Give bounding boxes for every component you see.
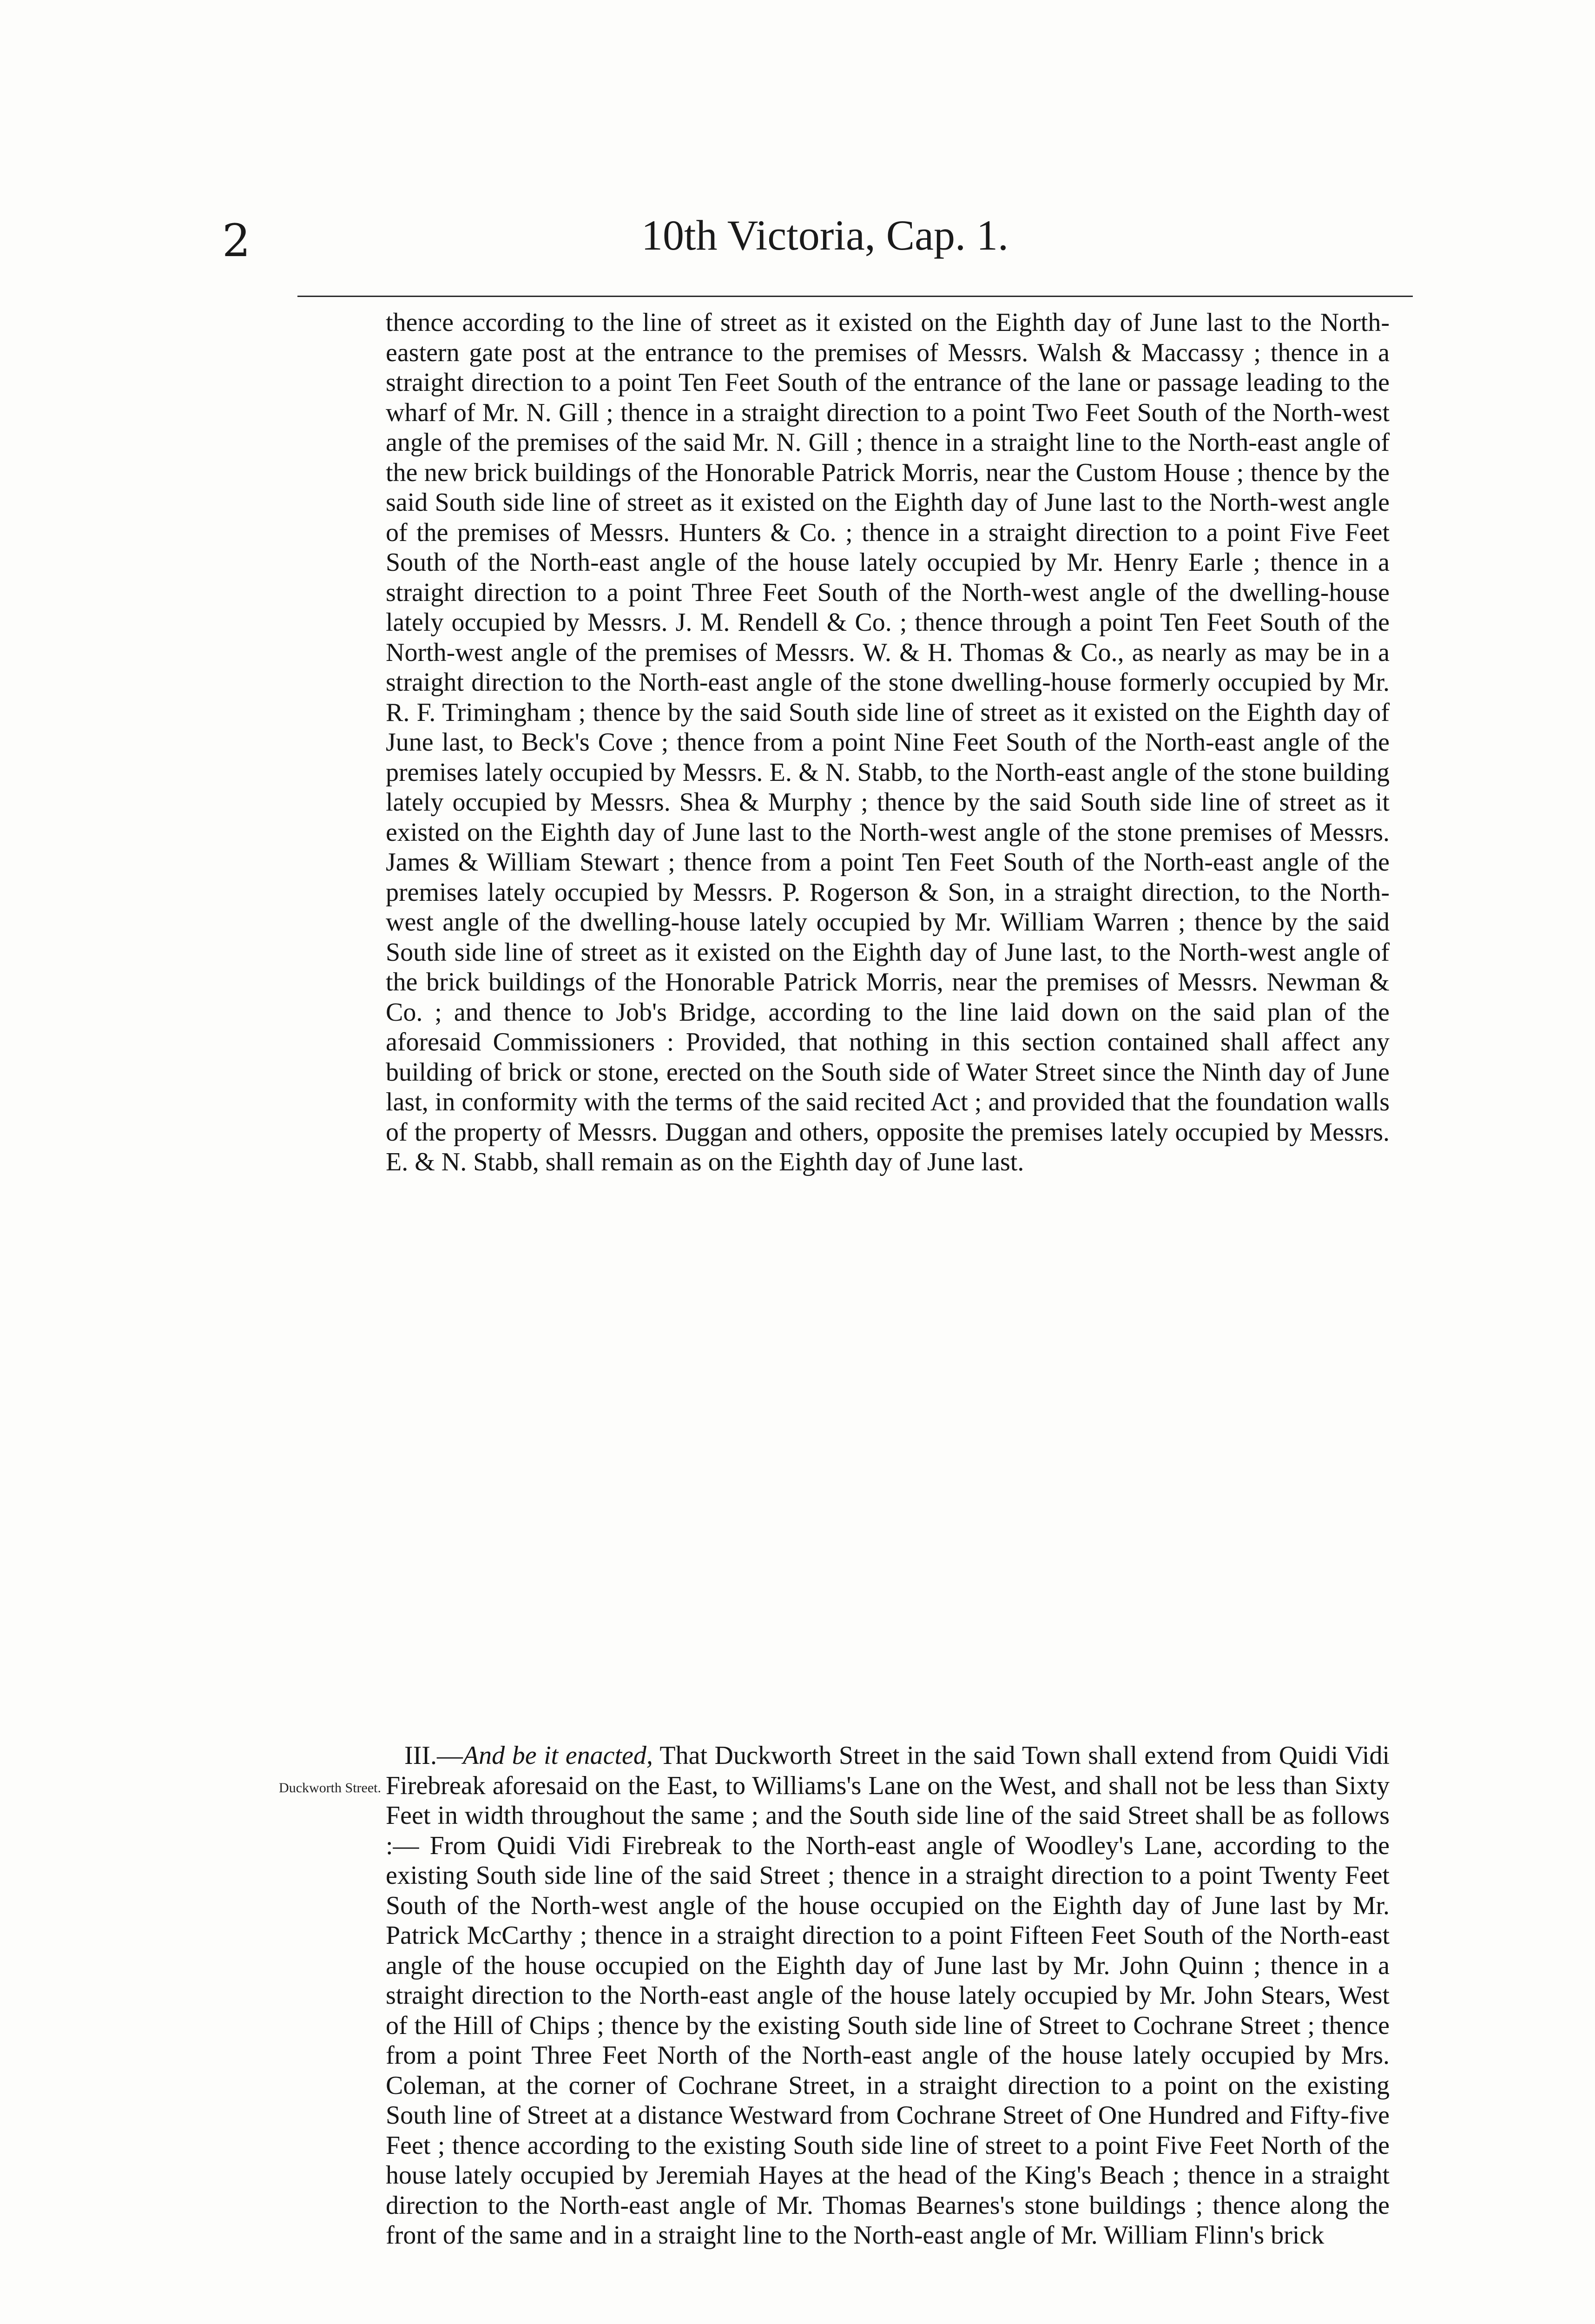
marginal-note-duckworth-street: Duckworth Street.	[279, 1780, 381, 1796]
header-rule	[297, 296, 1413, 297]
body-paragraph-continued: thence according to the line of street as it existed on the Eighth day of June last to the North-eastern gate post at the entrance to the premises of Messrs. Walsh & Maccassy ; thence in a straight direction to a point Ten Feet South of the entrance of the lane or passage leading to the wharf of Mr. N. Gill ; thence in a straight direction to a point Two Feet South of the North-west angle of the premises of the said Mr. N. Gill ; thence in a straight line to the North-east angle of the new brick buildings of the Honorable Patrick Morris, near the Custom House ; thence by the said South side line of street as it existed on the Eighth day of June last to the North-west angle of the premises of Messrs. Hunters & Co. ; thence in a straight direction to a point Five Feet South of the North-east angle of the house lately occupied by Mr. Henry Earle ; thence in a straight direction to a point Three Feet South of the North-west angle of the dwelling-house lately occupied by Messrs. J. M. Rendell & Co. ; thence through a point Ten Feet South of the North-west angle of the premises of Messrs. W. & H. Thomas & Co., as nearly as may be in a straight direction to the North-east angle of the stone dwelling-house formerly occupied by Mr. R. F. Trimingham ; thence by the said South side line of street as it existed on the Eighth day of June last, to Beck's Cove ; thence from a point Nine Feet South of the North-east angle of the premises lately occupied by Messrs. E. & N. Stabb, to the North-east angle of the stone building lately occupied by Messrs. Shea & Murphy ; thence by the said South side line of street as it existed on the Eighth day of June last to the North-west angle of the stone premises of Messrs. James & William Stewart ; thence from a point Ten Feet South of the North-east angle of the premises lately occupied by Messrs. P. Rogerson & Son, in a straight direction, to the North-west angle of the dwelling-house lately occupied by Mr. William Warren ; thence by the said South side line of street as it existed on the Eighth day of June last, to the North-west angle of the brick buildings of the Honorable Patrick Morris, near the premises of Messrs. Newman & Co. ; and thence to Job's Bridge, according to the line laid down on the said plan of the aforesaid Commissioners : Provided, that nothing in this section contained shall affect any building of brick or stone, erected on the South side of Water Street since the Ninth day of June last, in conformity with the terms of the said recited Act ; and provided that the foundation walls of the property of Messrs. Duggan and others, opposite the premises lately occupied by Messrs. E. & N. Stabb, shall remain as on the Eighth day of June last.	[386, 308, 1390, 1176]
section-3-text: That Duckworth Street in the said Town shall extend from Quidi Vidi Firebreak aforesaid on the East, to Williams's Lane on the West, and shall not be less than Sixty Feet in width throughout the same ; and the South side line of the said Street shall be as follows :— From Quidi Vidi Firebreak to the North-east angle of Woodley's Lane, according to the existing South side line of the said Street ; thence in a straight direction to a point Twenty Feet South of the North-west angle of the house occupied on the Eighth day of June last by Mr. Patrick McCarthy ; thence in a straight direction to a point Fifteen Feet South of the North-east angle of the house occupied on the Eighth day of June last by Mr. John Quinn ; thence in a straight direction to the North-east angle of the house lately occupied by Mr. John Stears, West of the Hill of Chips ; thence by the existing South side line of Street to Cochrane Street ; thence from a point Three Feet North of the North-east angle of the house lately occupied by Mrs. Coleman, at the corner of Cochrane Street, in a straight direction to a point on the existing South line of Street at a distance Westward from Cochrane Street of One Hundred and Fifty-five Feet ; thence according to the existing South side line of street to a point Five Feet North of the house lately occupied by Jeremiah Hayes at the head of the King's Beach ; thence in a straight direction to the North-east angle of Mr. Thomas Bearnes's stone buildings ; thence along the front of the same and in a straight line to the North-east angle of Mr. William Flinn's brick	[386, 1741, 1390, 2250]
running-title: 10th Victoria, Cap. 1.	[641, 211, 1008, 259]
page-number: 2	[222, 215, 251, 267]
enacting-clause: And be it enacted,	[462, 1741, 653, 1770]
section-3-paragraph	[386, 1741, 1390, 2251]
section-number: III.—	[404, 1741, 463, 1770]
